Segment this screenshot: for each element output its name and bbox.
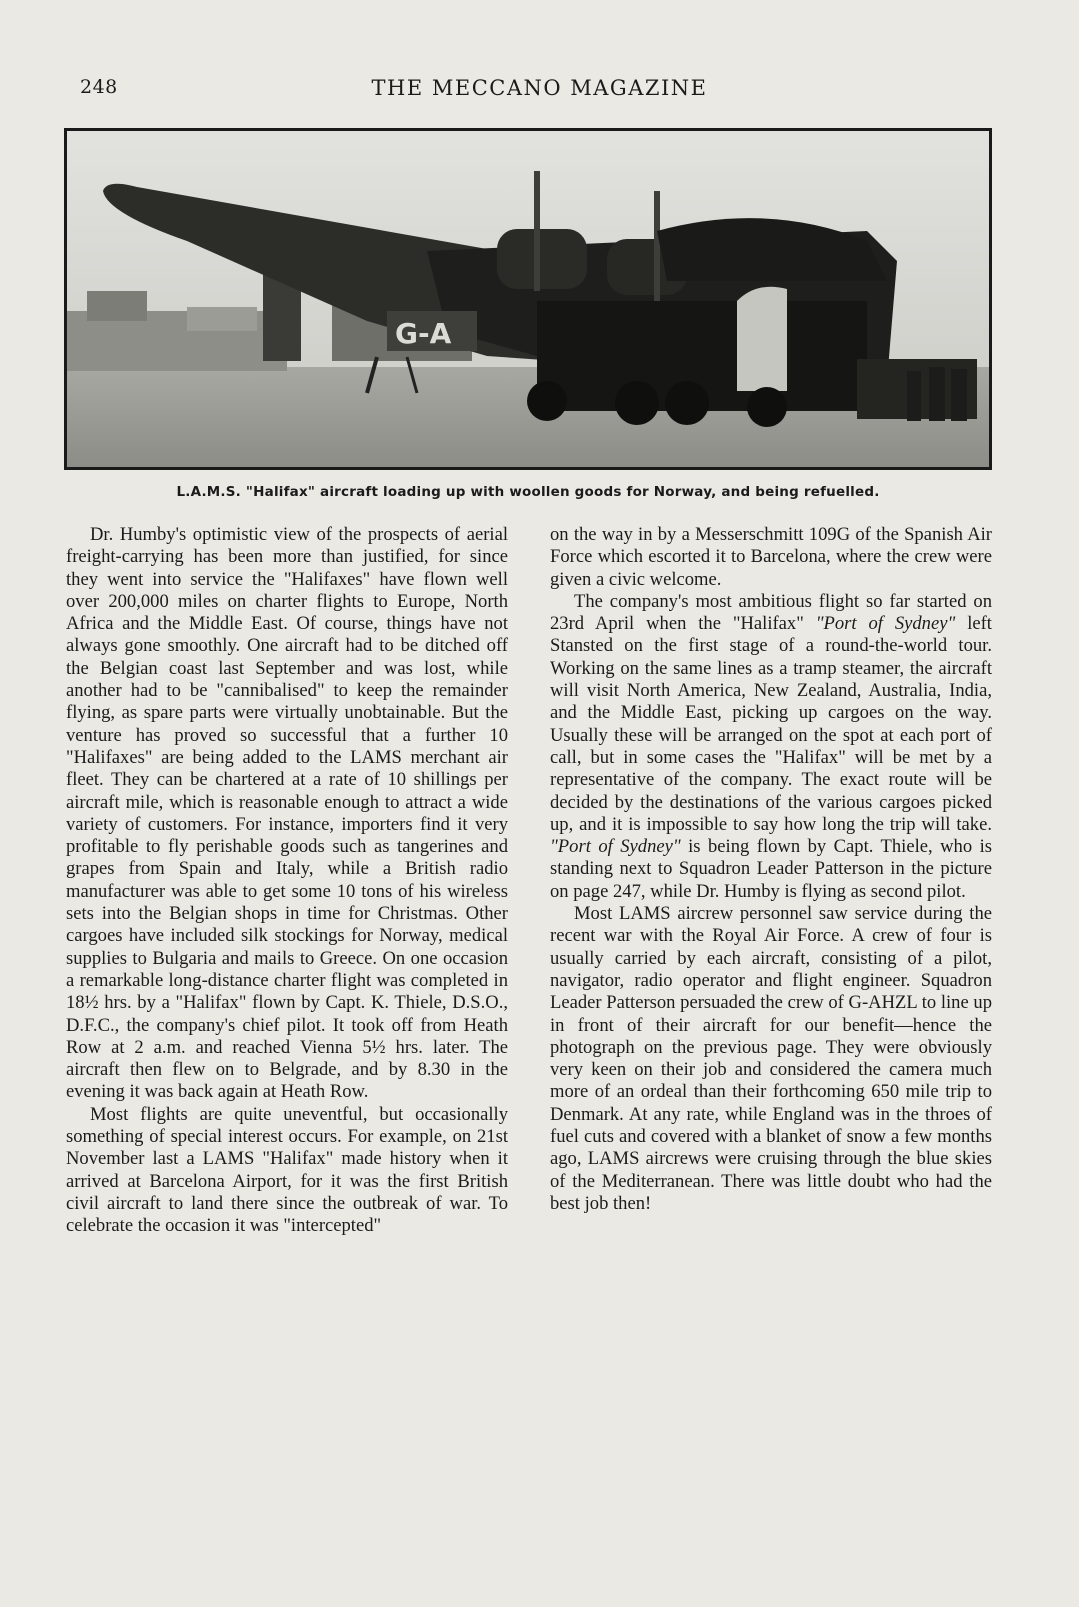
- left-column: [66, 524, 508, 1238]
- right-paragraph-2-text-a: The company's most ambitious flight so far started on 23rd April when the "Halifax": [550, 590, 992, 635]
- ship-name: "Port of Sydney": [550, 836, 681, 858]
- page-number: 248: [80, 76, 118, 98]
- aircraft-photo: [64, 128, 992, 470]
- right-paragraph-2: [550, 591, 992, 903]
- right-paragraph-2-text-c: is being flown by Capt. Thiele, who is standing next to Squadron Leader Patterson in the picture on page 247, while Dr. Humby is flying as second pilot.: [550, 836, 992, 902]
- right-paragraph-3: Most LAMS aircrew personnel saw service during the recent war with the Royal Air Force. A crew of four is usually carried by each aircraft, consisting of a pilot, navigator, radio operator and flight engineer. Squadron Leader Patterson persuaded the crew of G-AHZL to line up in front of their aircraft for our benefit—hence the photograph on the previous page. They were obviously very keen on their job and considered the camera much more of an ordeal than their forthcoming 650 mile trip to Denmark. At any rate, while England was in the throes of fuel cuts and covered with a blanket of snow a few months ago, LAMS aircrews were cruising through the blue skies of the Mediterranean. There was little doubt who had the best job then!: [550, 903, 992, 1214]
- aircraft-photo-illustration: [67, 131, 989, 467]
- left-paragraph-2: Most flights are quite uneventful, but occasionally something of special interest occurs. For example, on 21st November last a LAMS "Halifax" made history when it arrived at Barcelona Airport, for it was the first British civil aircraft to land there since the outbreak of war. To celebrate the occasion it was "intercepted": [66, 1103, 508, 1237]
- right-paragraph-1: on the way in by a Messerschmitt 109G of the Spanish Air Force which escorted it to Barcelona, where the crew were given a civic welcome.: [550, 524, 992, 590]
- left-paragraph-1: Dr. Humby's optimistic view of the prospects of aerial freight-carrying has been more than justified, for since they went into service the "Halifaxes" have flown well over 200,000 miles on charter flights to Europe, North Africa and the Middle East. Of course, things have not always gone smoothly. One aircraft had to be ditched off the Belgian coast last September and was lost, while another had to be "cannibalised" to keep the remainder flying, as spare parts were virtually unobtainable. But the venture has proved so successful that a further 10 "Halifaxes" are being added to the LAMS merchant air fleet. They can be chartered at a rate of 10 shillings per aircraft mile, which is reasonable enough to attract a wide variety of customers. For instance, importers find it very profitable to fly perishable goods such as tangerines and grapes from Spain and Italy, while a British radio manufacturer was able to get some 10 tons of his wireless sets into the Belgian shops in time for Christmas. Other cargoes have included silk stockings for Norway, medical supplies to Bulgaria and mails to Greece. On one occasion a remarkable long-distance charter flight was completed in 18½ hrs. by a "Halifax" flown by Capt. K. Thiele, D.S.O., D.F.C., the company's chief pilot. It took off from Heath Row at 2 a.m. and reached Vienna 5½ hrs. later. The aircraft then flew on to Belgrade, and by 8.30 in the evening it was back again at Heath Row.: [66, 524, 508, 1103]
- right-paragraph-2-text-b: left Stansted on the first stage of a round-the-world tour. Working on the same lines as a tramp steamer, the aircraft will visit North America, New Zealand, Australia, India, and the Middle East, picking up cargoes on the way. Usually these will be arranged on the spot at each port of call, but in some cases the "Halifax" will be met by a representative of the company. The exact route will be decided by the destinations of the various cargoes picked up, and it is impossible to say how long the trip will take.: [550, 613, 992, 835]
- right-column: [550, 524, 992, 1215]
- running-head: THE MECCANO MAGAZINE: [371, 76, 708, 100]
- photo-caption: L.A.M.S. "Halifax" aircraft loading up with woollen goods for Norway, and being refuelled.: [176, 484, 880, 500]
- registration-mark: G-A: [395, 317, 452, 350]
- ship-name: "Port of Sydney": [815, 613, 956, 635]
